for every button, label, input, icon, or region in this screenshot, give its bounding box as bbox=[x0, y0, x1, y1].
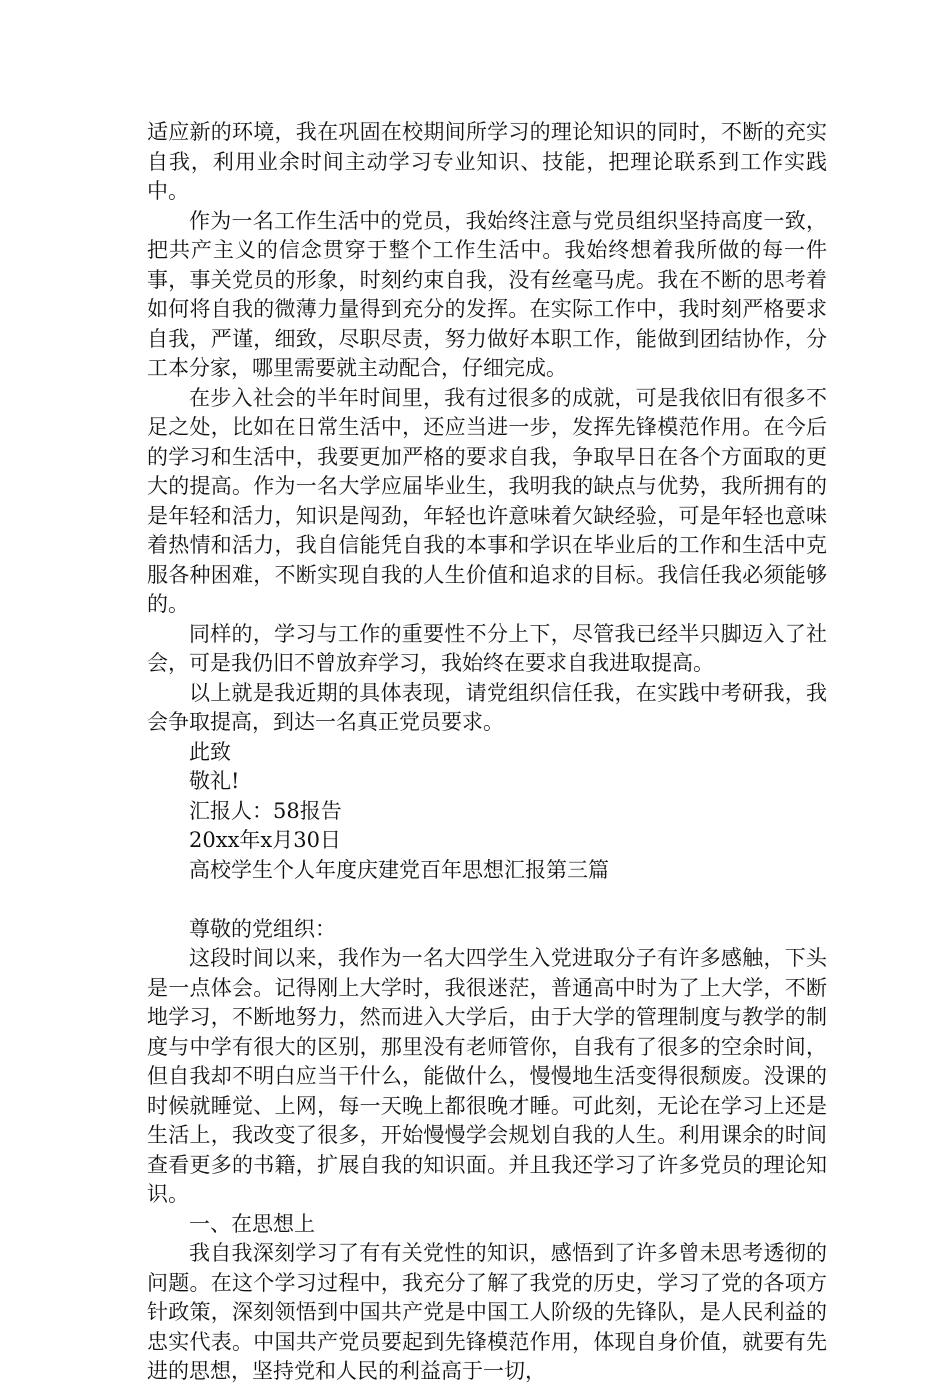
paragraph-half-year: 在步入社会的半年时间里，我有过很多的成就，可是我依旧有很多不足之处，比如在日常生活中，还应当进一步，发挥先锋模范作用。在今后的学习和生活中，我要更加严格的要求自我，争取早日在各个方面取的更大的提高。作为一名大学应届毕业生，我明我的缺点与优势，我所拥有的是年轻和活力，知识是闯劲，年轻也许意味着欠缺经验，可是年轻也意味着热情和活力，我自信能凭自我的本事和学识在毕业后的工作和生活中克服各种困难，不断实现自我的人生价值和追求的目标。我信任我必须能够的。 bbox=[147, 385, 827, 616]
paragraph-continuation: 适应新的环境，我在巩固在校期间所学习的理论知识的同时，不断的充实自我，利用业余时间主动学习专业知识、技能，把理论联系到工作实践中。 bbox=[147, 120, 827, 203]
paragraph-summary: 以上就是我近期的具体表现，请党组织信任我，在实践中考研我，我会争取提高，到达一名真正党员要求。 bbox=[147, 680, 827, 734]
paragraph-senior-student: 这段时间以来，我作为一名大四学生入党进取分子有许多感触，下头是一点体会。记得刚上大学时，我很迷茫，普通高中时为了上大学，不断地学习，不断地努力，然而进入大学后，由于大学的管理制度与教学的制度与中学有很大的区别，那里没有老师管你，自我有了很多的空余时间，但自我却不明白应当干什么，能做什么，慢慢地生活变得很颓废。没课的时候就睡觉、上网，每一天晚上都很晚才睡。可此刻，无论在学习上还是生活上，我改变了很多，开始慢慢学会规划自我的人生。利用课余的时间查看更多的书籍，扩展自我的知识面。并且我还学习了许多党员的理论知识。 bbox=[147, 946, 827, 1206]
paragraph-party-member: 作为一名工作生活中的党员，我始终注意与党员组织坚持高度一致，把共产主义的信念贯穿于整个工作生活中。我始终想着我所做的每一件事，事关党员的形象，时刻约束自我，没有丝毫马虎。我在不断的思考着如何将自我的微薄力量得到充分的发挥。在实际工作中，我时刻严格要求自我，严谨，细致，尽职尽责，努力做好本职工作，能做到团结协作，分工本分家，哪里需要就主动配合，仔细完成。 bbox=[147, 208, 827, 380]
letter-greeting: 尊敬的党组织： bbox=[189, 916, 336, 941]
reporter-signature: 汇报人：58报告 bbox=[189, 798, 342, 823]
next-article-title: 高校学生个人年度庆建党百年思想汇报第三篇 bbox=[189, 857, 609, 882]
report-date: 20xx年x月30日 bbox=[189, 828, 341, 852]
document-page bbox=[147, 118, 827, 1387]
closing-regards: 敬礼! bbox=[189, 769, 240, 793]
paragraph-study-work: 同样的，学习与工作的重要性不分上下，尽管我已经半只脚迈入了社会，可是我仍旧不曾放弃学习，我始终在要求自我进取提高。 bbox=[147, 621, 827, 675]
blank-line bbox=[147, 885, 827, 915]
paragraph-ideology: 我自我深刻学习了有有关党性的知识，感悟到了许多曾未思考透彻的问题。在这个学习过程中，我充分了解了我党的历史，学习了党的各项方针政策，深刻领悟到中国共产党是中国工人阶级的先锋队，是人民利益的忠实代表。中国共产党员要起到先锋模范作用，体现自身价值，就要有先进的思想，坚持党和人民的利益高于一切， bbox=[147, 1241, 827, 1383]
closing-salutation: 此致 bbox=[189, 739, 231, 764]
section-heading: 一、在思想上 bbox=[189, 1211, 315, 1236]
